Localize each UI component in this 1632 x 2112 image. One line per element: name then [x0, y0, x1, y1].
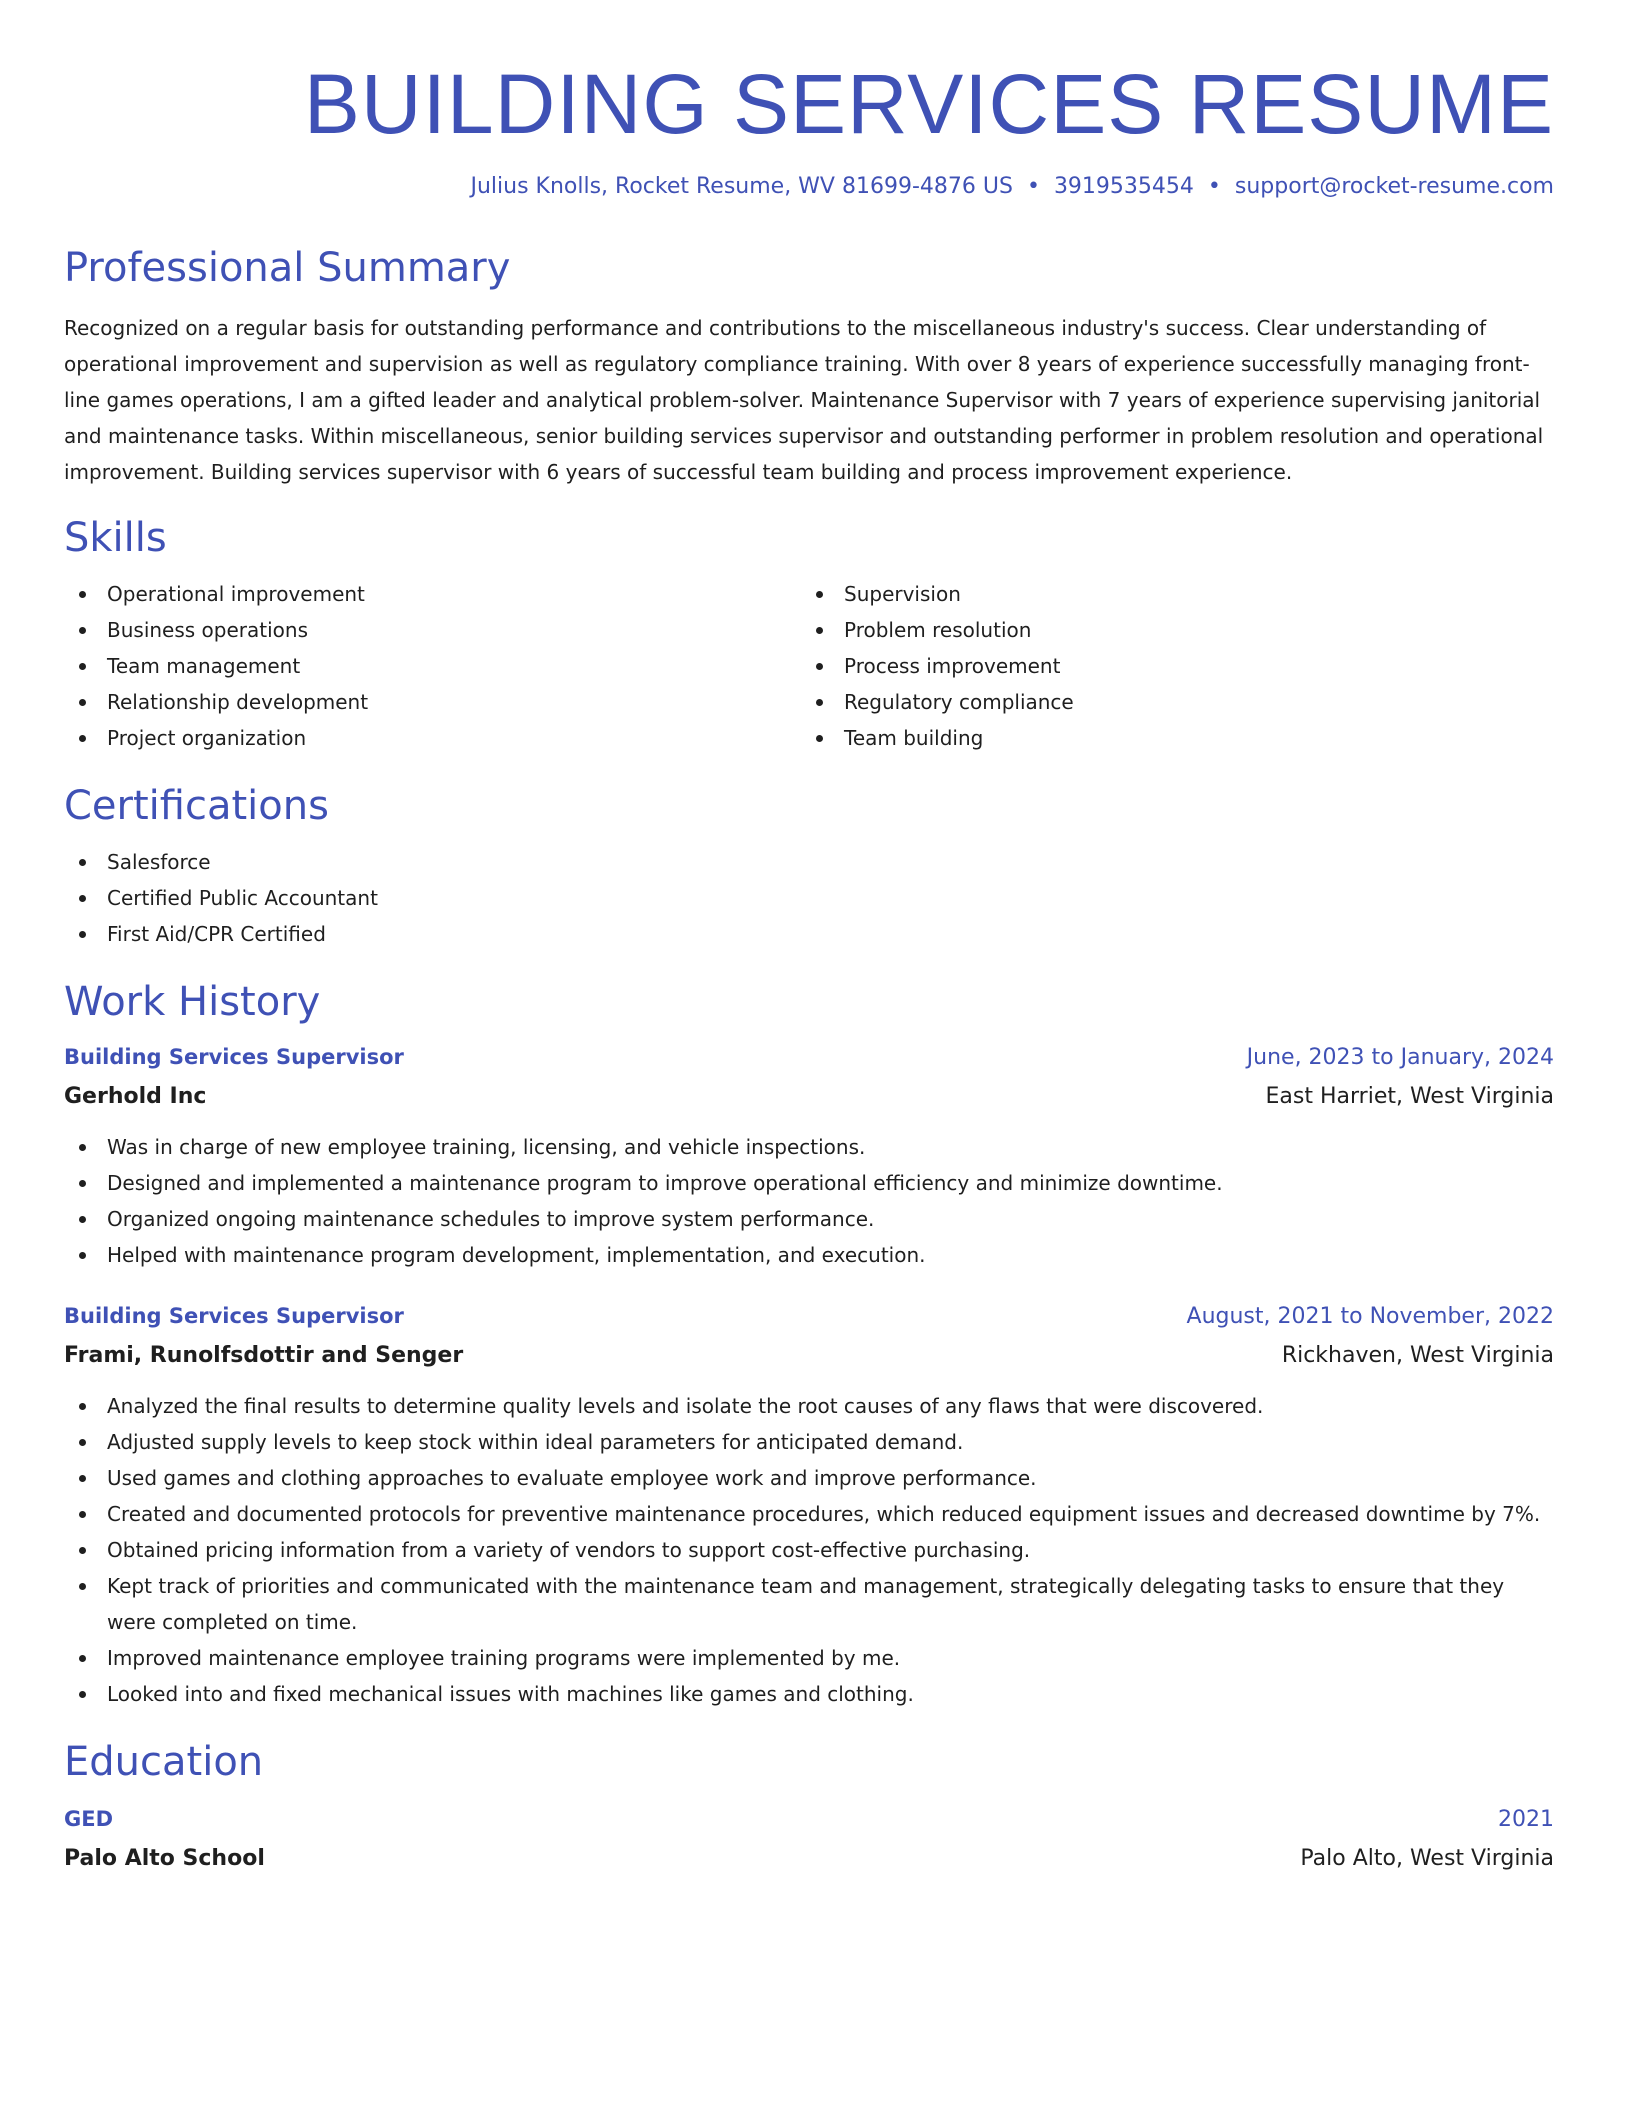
- skill-item: Team building: [801, 720, 1538, 756]
- job-entry: [64, 1038, 1554, 1273]
- job-bullet: Analyzed the final results to determine quality levels and isolate the root causes of any flaws that were discovered.: [64, 1388, 1554, 1424]
- resume-page: [64, 0, 1554, 1879]
- skill-item: Team management: [64, 648, 801, 684]
- job-header-row: [64, 1297, 1554, 1336]
- job-bullet: Used games and clothing approaches to evaluate employee work and improve performance.: [64, 1460, 1554, 1496]
- contact-separator: •: [1026, 174, 1040, 199]
- job-bullets: [64, 1388, 1554, 1712]
- work-history-heading: Work History: [64, 979, 321, 1025]
- education-header-row: [64, 1800, 1554, 1839]
- job-bullet: Helped with maintenance program development, implementation, and execution.: [64, 1237, 1554, 1273]
- certifications-list: [64, 844, 1554, 952]
- contact-separator: •: [1207, 174, 1221, 199]
- certifications-heading: Certifications: [64, 783, 329, 829]
- job-title: Building Services Supervisor: [64, 1304, 404, 1328]
- contact-phone: 3919535454: [1053, 174, 1194, 199]
- skill-item: Regulatory compliance: [801, 684, 1538, 720]
- skill-item: Operational improvement: [64, 576, 801, 612]
- job-bullet: Organized ongoing maintenance schedules to improve system performance.: [64, 1201, 1554, 1237]
- job-company-row: [64, 1077, 1554, 1117]
- job-bullet: Adjusted supply levels to keep stock within ideal parameters for anticipated demand.: [64, 1424, 1554, 1460]
- job-title: Building Services Supervisor: [64, 1045, 404, 1069]
- job-bullet: Improved maintenance employee training programs were implemented by me.: [64, 1640, 1554, 1676]
- job-bullet: Designed and implemented a maintenance program to improve operational efficiency and minimize downtime.: [64, 1165, 1554, 1201]
- job-company-row: [64, 1336, 1554, 1376]
- job-dates: August, 2021 to November, 2022: [1186, 1304, 1554, 1329]
- education-year: 2021: [1498, 1807, 1554, 1832]
- contact-email: support@rocket-resume.com: [1234, 174, 1554, 199]
- summary-heading: Professional Summary: [64, 245, 511, 291]
- job-bullet: Was in charge of new employee training, licensing, and vehicle inspections.: [64, 1129, 1554, 1165]
- contact-address: Julius Knolls, Rocket Resume, WV 81699-4876 US: [470, 174, 1013, 199]
- job-header-row: [64, 1038, 1554, 1077]
- skill-item: Business operations: [64, 612, 801, 648]
- resume-title: BUILDING SERVICES RESUME: [303, 57, 1554, 151]
- skills-list-left: [64, 576, 801, 756]
- skills-grid: [64, 576, 1554, 756]
- certification-item: Certified Public Accountant: [64, 880, 1554, 916]
- job-bullet: Obtained pricing information from a variety of vendors to support cost-effective purchasing.: [64, 1532, 1554, 1568]
- skills-heading: Skills: [64, 515, 167, 561]
- education-entry: [64, 1800, 1554, 1879]
- skill-item: Problem resolution: [801, 612, 1538, 648]
- work-history-section: [64, 978, 1554, 1712]
- job-bullet: Kept track of priorities and communicated with the maintenance team and management, strategically delegating tasks to ensure that they were completed on time.: [64, 1568, 1554, 1640]
- job-company: Gerhold Inc: [64, 1084, 207, 1109]
- job-bullet: Created and documented protocols for preventive maintenance procedures, which reduced equipment issues and decreased downtime by 7%.: [64, 1496, 1554, 1532]
- certification-item: Salesforce: [64, 844, 1554, 880]
- summary-section: [64, 244, 1554, 490]
- contact-line: [64, 172, 1554, 202]
- education-degree: GED: [64, 1807, 114, 1831]
- job-bullet: Looked into and fixed mechanical issues with machines like games and clothing.: [64, 1676, 1554, 1712]
- job-location: East Harriet, West Virginia: [1265, 1084, 1554, 1109]
- skill-item: Relationship development: [64, 684, 801, 720]
- skill-item: Project organization: [64, 720, 801, 756]
- job-bullets: [64, 1129, 1554, 1273]
- skill-item: Process improvement: [801, 648, 1538, 684]
- job-dates: June, 2023 to January, 2024: [1246, 1045, 1554, 1070]
- job-location: Rickhaven, West Virginia: [1281, 1343, 1554, 1368]
- job-company: Frami, Runolfsdottir and Senger: [64, 1343, 464, 1368]
- skills-list-right: [801, 576, 1538, 756]
- education-heading: Education: [64, 1739, 264, 1785]
- education-location: Palo Alto, West Virginia: [1300, 1846, 1554, 1871]
- education-school-row: [64, 1839, 1554, 1879]
- certifications-section: [64, 782, 1554, 952]
- education-section: [64, 1738, 1554, 1879]
- skill-item: Supervision: [801, 576, 1538, 612]
- certification-item: First Aid/CPR Certified: [64, 916, 1554, 952]
- skills-section: [64, 514, 1554, 756]
- job-entry: [64, 1297, 1554, 1712]
- summary-text: Recognized on a regular basis for outstanding performance and contributions to the miscellaneous industry's success. Clear understanding of operational improvement and supervision as well as regulatory compliance training. With over 8 years of experience successfully managing front-line games operations, I am a gifted leader and analytical problem-solver. Maintenance Supervisor with 7 years of experience supervising janitorial and maintenance tasks. Within miscellaneous, senior building services supervisor and outstanding performer in problem resolution and operational improvement. Building services supervisor with 6 years of successful team building and process improvement experience.: [64, 316, 1544, 484]
- education-school: Palo Alto School: [64, 1846, 265, 1871]
